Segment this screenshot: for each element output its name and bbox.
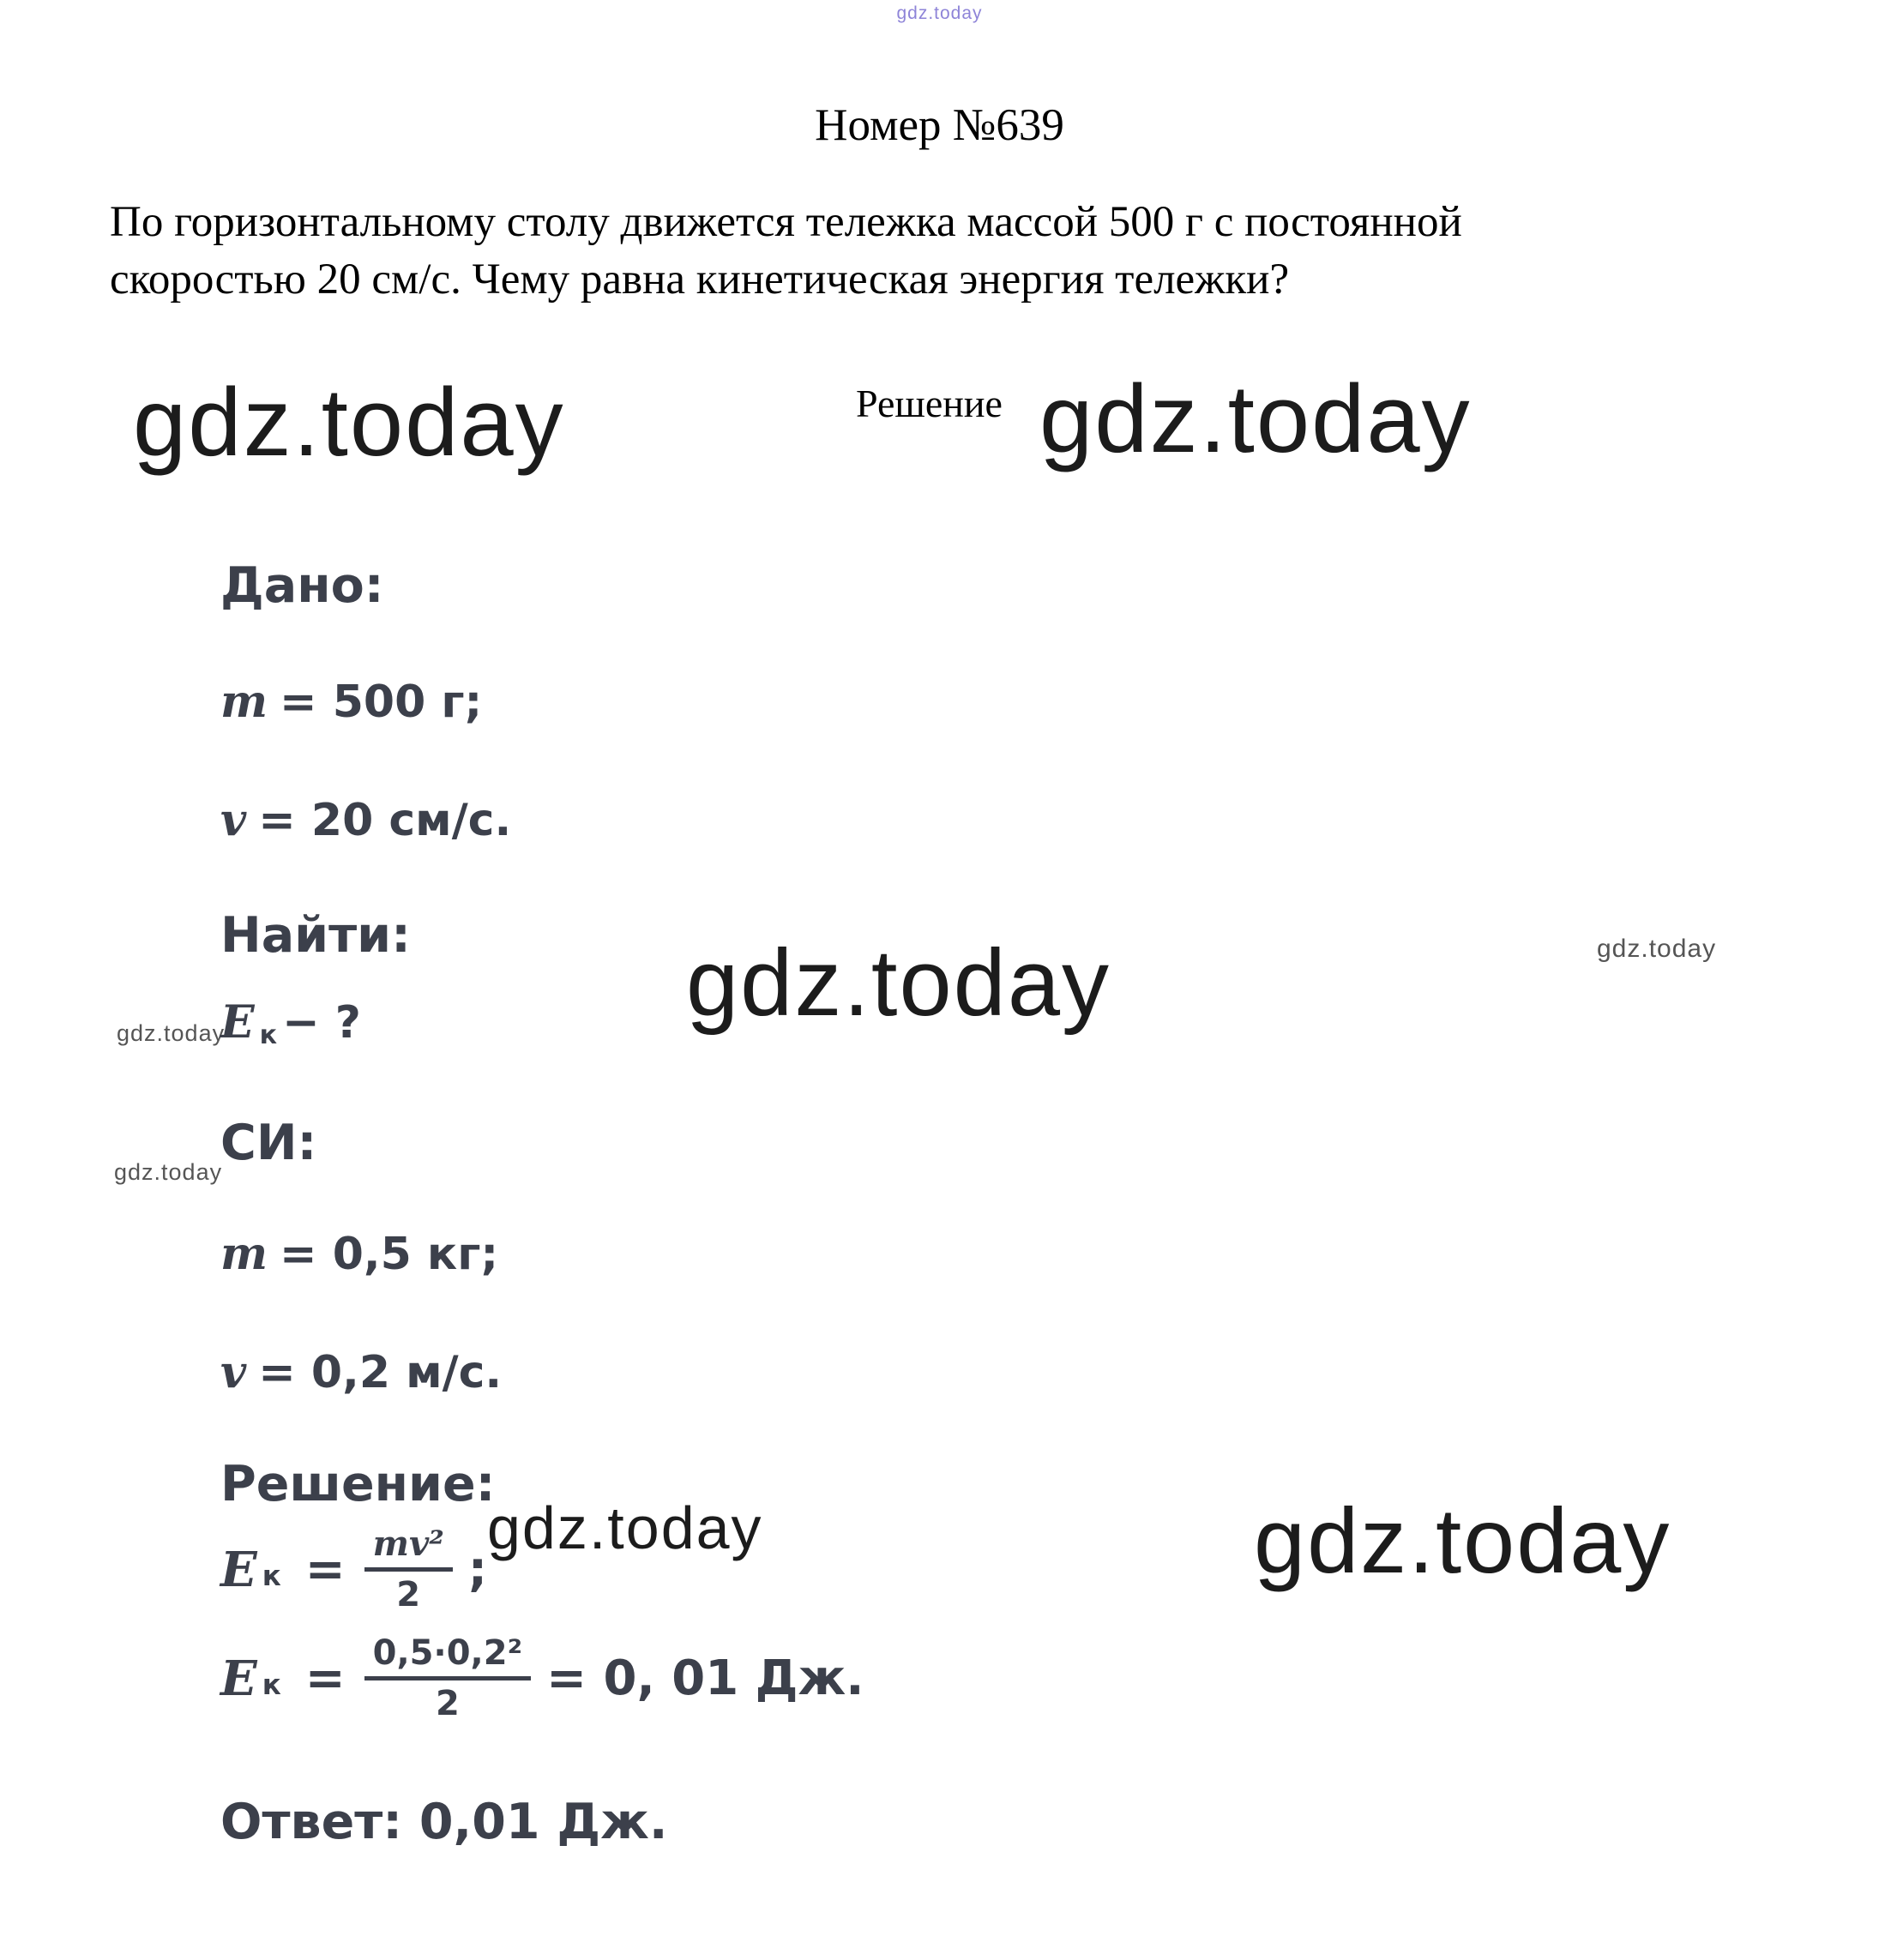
equals-sign: = (304, 1542, 346, 1597)
velocity-value: = 20 см/с. (258, 795, 512, 846)
watermark-bottom-large: gdz.today (1254, 1488, 1671, 1592)
si-mass (220, 1228, 498, 1280)
find-expression (220, 996, 361, 1049)
mass-variable: m (220, 1228, 268, 1280)
calculation-fraction (364, 1633, 531, 1723)
watermark-left-small-2: gdz.today (114, 1159, 223, 1185)
watermark-left-small-1: gdz.today (117, 1020, 226, 1046)
find-label: Найти: (220, 907, 411, 964)
formula-tail: ; (467, 1542, 488, 1597)
fraction-numerator: mv² (372, 1524, 444, 1564)
mass-variable: m (220, 676, 268, 728)
si-label: СИ: (220, 1115, 317, 1171)
energy-variable: E (220, 996, 255, 1049)
given-mass (220, 676, 482, 728)
watermark-right-small: gdz.today (1597, 935, 1717, 963)
watermark-big-middle: gdz.today (1039, 365, 1472, 472)
problem-statement (110, 194, 1765, 310)
si-mass-value: = 0,5 кг; (280, 1229, 499, 1280)
answer-line: Ответ: 0,01 Дж. (220, 1794, 668, 1850)
watermark-big-left: gdz.today (133, 369, 565, 476)
energy-subscript: к (262, 1668, 281, 1701)
solution-heading: Решение (856, 382, 1003, 425)
si-velocity-value: = 0,2 м/с. (258, 1347, 503, 1398)
solve-label: Решение: (220, 1456, 496, 1512)
kinetic-energy-formula (220, 1524, 487, 1614)
formula-fraction (364, 1524, 453, 1614)
fraction-numerator: 0,5∙0,2² (372, 1633, 523, 1673)
watermark-center: gdz.today (686, 930, 1111, 1036)
calculation-result: = 0, 01 Дж. (546, 1650, 864, 1706)
given-velocity (220, 794, 511, 846)
problem-line-1: По горизонтальному столу движется тележка массой 500 г с постоянной (110, 198, 1462, 246)
energy-subscript: к (262, 1559, 281, 1592)
energy-subscript: к (259, 1019, 278, 1050)
given-label: Дано: (220, 557, 384, 614)
velocity-variable: v (220, 794, 247, 846)
mass-value: = 500 г; (280, 676, 483, 728)
kinetic-energy-calculation (220, 1633, 864, 1723)
page-title: Номер №639 (815, 100, 1064, 150)
energy-variable: E (220, 1541, 257, 1598)
find-question: − ? (282, 997, 361, 1049)
fraction-denominator: 2 (364, 1567, 453, 1614)
watermark-top: gdz.today (896, 3, 983, 23)
watermark-bottom-medium: gdz.today (487, 1494, 763, 1561)
problem-line-2: скоростью 20 см/с. Чему равна кинетическая энергия тележки? (110, 256, 1290, 304)
velocity-variable: v (220, 1346, 247, 1398)
equals-sign: = (304, 1650, 346, 1706)
energy-variable: E (220, 1650, 257, 1707)
fraction-denominator: 2 (364, 1676, 531, 1723)
si-velocity (220, 1346, 502, 1398)
